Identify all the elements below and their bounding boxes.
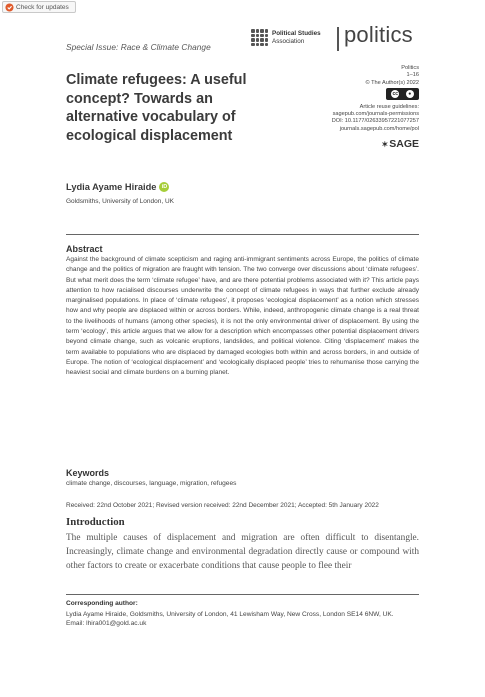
- check-updates-label: Check for updates: [16, 3, 69, 11]
- introduction-text: The multiple causes of displacement and migration are often difficult to disentangle. Increasingly, climate change and environmental degradation directly cause or compound with other factors to create or exacerbate conditions that cause people to flee their: [66, 533, 419, 571]
- orcid-icon[interactable]: iD: [159, 182, 169, 192]
- journal-meta: [366, 65, 419, 87]
- reuse-line[interactable]: sagepub.com/journals-permissions: [332, 111, 419, 118]
- by-person-icon: ●: [406, 90, 414, 98]
- association-name: [272, 30, 321, 45]
- reuse-info: [332, 104, 419, 133]
- reuse-line: Article reuse guidelines:: [359, 104, 419, 110]
- doi-line[interactable]: DOI: 10.1177/02633957221077257: [331, 118, 419, 125]
- header-divider: [337, 27, 339, 51]
- abstract-text: Against the background of climate scepticism and raging anti-immigrant sentiments across Europe, the politics of climate change and the politics of migration are fraught with tension. The two converge over discussions about ‘climate refugees’. But what merit does the term ‘climate refugee’ have, and are there potential problems associated with it? This article pays attention to how racialised discourses underwrite the concept of climate refugees in ways that further exclude already marginalised populations. In place of ‘climate refugees’, it proposes ‘ecological displacement’ as a notion which stresses how and why people are displaced within or across borders. While, indeed, anthropogenic climate change is a real threat to the livelihoods of humans (among other species), it is not the only environmental driver of displacement. By using the term ‘ecology’, this article argues that we allow for a description which encompasses other potential displacement drivers beyond climate change, such as volcanic eruptions, landslides, and political violence. Citing ‘displacement’ makes the term available to populations who are displaced by damaged ecologies both within and across borders, in and outside of Europe. The notion of ‘ecological displacement’ and ‘ecologically displaced people’ tries to rehumanise those carrying the heaviest social and climate burdens on a burning planet.: [66, 256, 419, 377]
- copyright-line: © The Author(s) 2022: [365, 79, 419, 86]
- publisher-name: SAGE: [389, 138, 419, 150]
- special-issue-label: Special Issue: Race & Climate Change: [66, 42, 211, 52]
- corresponding-author-heading: Corresponding author:: [66, 600, 138, 607]
- article-title: Climate refugees: A useful concept? Towards an alternative vocabulary of ecological displacement: [66, 72, 247, 144]
- journal-name: politics: [344, 22, 413, 47]
- creative-commons-badge[interactable]: [386, 88, 419, 100]
- association-line-2: Association: [272, 37, 305, 45]
- divider: [66, 234, 419, 235]
- corresponding-author-details: [66, 610, 419, 629]
- introduction-heading: Introduction: [66, 516, 125, 528]
- keywords-heading: Keywords: [66, 468, 110, 478]
- association-logo: [251, 29, 321, 46]
- divider: [66, 594, 419, 595]
- journal-label: Politics: [401, 65, 419, 71]
- received-dates: Received: 22nd October 2021; Revised version received: 22nd December 2021; Accepted: 5th January 2022: [66, 502, 379, 509]
- journal-url[interactable]: journals.sagepub.com/home/pol: [339, 125, 419, 132]
- keywords-text: climate change, discourses, language, migration, refugees: [66, 480, 237, 487]
- psa-grid-icon: [251, 29, 268, 46]
- corresponding-email[interactable]: Email: lhira001@gold.ac.uk: [66, 620, 147, 628]
- cc-icon: cc: [392, 91, 399, 97]
- page-range: 1–16: [406, 72, 419, 79]
- sage-logo: [382, 138, 419, 150]
- abstract-heading: Abstract: [66, 244, 103, 254]
- check-for-updates-button[interactable]: [2, 1, 76, 13]
- corresponding-address: Lydia Ayame Hiraide, Goldsmiths, University of London, 41 Lewisham Way, New Cross, London SE14 6NW, UK.: [66, 611, 394, 618]
- sage-swirl-icon: ✶: [381, 139, 389, 149]
- author-line: [66, 182, 169, 192]
- check-updates-icon: [5, 3, 14, 12]
- author-name: Lydia Ayame Hiraide: [66, 182, 157, 192]
- association-line-1: Political Studies: [272, 30, 321, 38]
- author-affiliation: Goldsmiths, University of London, UK: [66, 198, 175, 205]
